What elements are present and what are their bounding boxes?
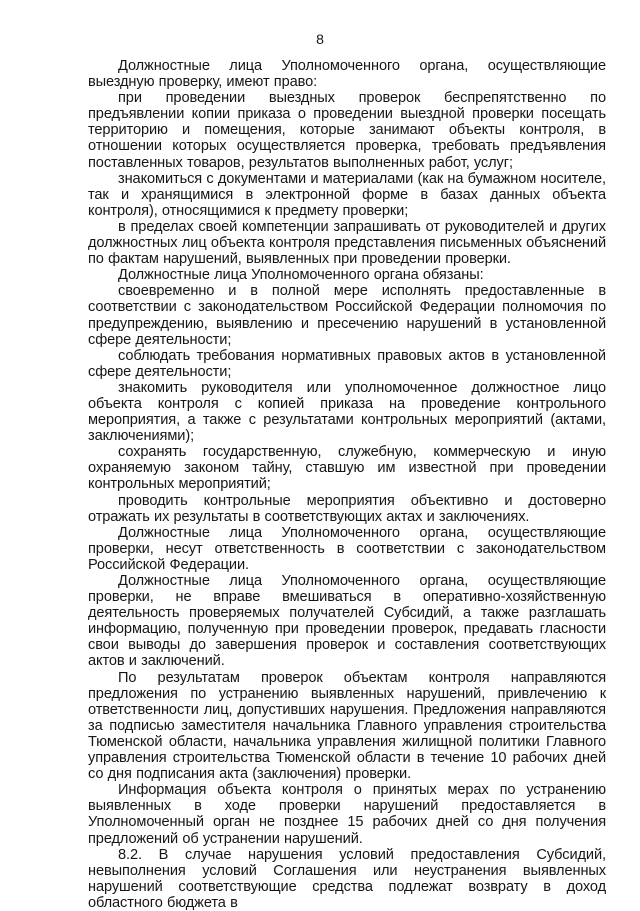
paragraph-right-visit-premises: при проведении выездных проверок беспрепятственно по предъявлении копии приказа о проведении выездной проверки посещать территорию и помещения, которые занимают объекты контроля, в отношении которых осуществляется проверка, требовать предъявления поставленных товаров, результатов выполненных работ, услуг;	[88, 90, 606, 171]
paragraph-section-8-2: 8.2. В случае нарушения условий предоставления Субсидий, невыполнения условий Соглашения или неустранения выявленных нарушений соответствующие средства подлежат возврату в доход областного бюджета в	[88, 846, 606, 911]
paragraph-inspectors-responsibility: Должностные лица Уполномоченного органа, осуществляющие проверки, несут ответственность в соответствии с законодательством Российской Федерации.	[88, 524, 606, 573]
paragraph-inspection-proposals: По результатам проверок объектам контроля направляются предложения по устранению выявленных нарушений, привлечению к ответственности лиц, допустивших нарушения. Предложения направляются за подписью заместителя начальника Главного управления строительства Тюменской области, начальника управления жилищной политики Главного управления строительства Тюменской области в течение 10 рабочих дней со дня подписания акта (заключения) проверки.	[88, 669, 606, 783]
paragraph-inspectors-rights-intro: Должностные лица Уполномоченного органа, осуществляющие выездную проверку, имеют право:	[88, 58, 606, 91]
paragraph-right-review-documents: знакомиться с документами и материалами (как на бумажном носителе, так и хранящимися в электронной форме в базах данных объекта контроля), относящимися к предмету проверки;	[88, 170, 606, 219]
paragraph-duty-objective-control: проводить контрольные мероприятия объективно и достоверно отражать их результаты в соответствующих актах и заключениях.	[88, 492, 606, 525]
paragraph-duty-inform-head: знакомить руководителя или уполномоченное должностное лицо объекта контроля с копией приказа на проведение контрольного мероприятия, а также с результатами контрольных мероприятий (актами, заключениями);	[88, 379, 606, 445]
paragraph-inspectors-duties-intro: Должностные лица Уполномоченного органа обязаны:	[118, 267, 484, 284]
paragraph-inspectors-restrictions: Должностные лица Уполномоченного органа, осуществляющие проверки, не вправе вмешиваться в оперативно-хозяйственную деятельность проверяемых получателей Субсидий, а также разглашать информацию, полученную при проведении проверок, предавать гласности свои выводы до завершения проверок и составления соответствующих актов и заключений.	[88, 573, 606, 670]
document-body	[88, 58, 606, 911]
paragraph-right-request-explanations: в пределах своей компетенции запрашивать от руководителей и других должностных лиц объекта контроля представления письменных объяснений по фактам нарушений, выявленных при проведении проверки.	[88, 218, 606, 268]
paragraph-duty-keep-secrets: сохранять государственную, служебную, коммерческую и иную охраняемую законом тайну, ставшую им известной при проведении контрольных мероприятий;	[88, 444, 606, 493]
page-number: 8	[316, 31, 324, 47]
paragraph-duty-exercise-powers: своевременно и в полной мере исполнять предоставленные в соответствии с законодательством Российской Федерации полномочия по предупреждению, выявлению и пресечению нарушений в установленной сфере деятельности;	[88, 283, 606, 348]
paragraph-duty-comply-regulations: соблюдать требования нормативных правовых актов в установленной сфере деятельности;	[88, 347, 606, 380]
paragraph-measures-information: Информация объекта контроля о принятых мерах по устранению выявленных в ходе проверки нарушений предоставляется в Уполномоченный орган не позднее 15 рабочих дней со дня получения предложений об устранении нарушений.	[88, 782, 606, 847]
